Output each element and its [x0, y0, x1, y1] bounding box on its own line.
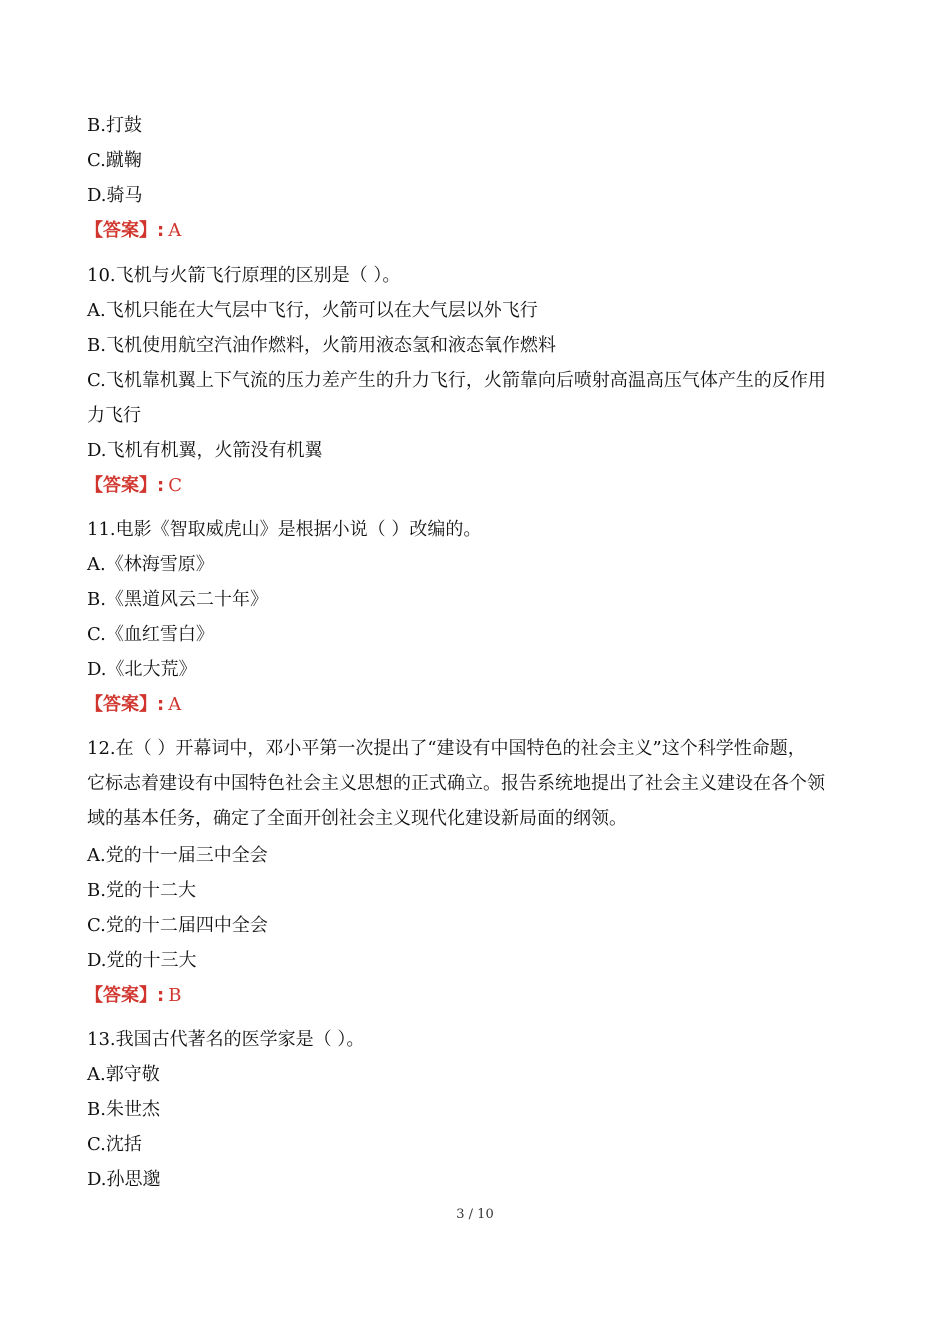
page-number: 3 / 10	[456, 1207, 494, 1222]
text-line: 12.在（ ）开幕词中，邓小平第一次提出了“建设有中国特色的社会主义”这个科学性命题，	[87, 738, 806, 759]
text-line: A.飞机只能在大气层中飞行，火箭可以在大气层以外飞行	[87, 300, 538, 321]
text-line: 它标志着建设有中国特色社会主义思想的正式确立。报告系统地提出了社会主义建设在各个领	[87, 773, 825, 794]
text-line: A.郭守敬	[87, 1064, 160, 1085]
answer-label: 【答案】:	[85, 694, 165, 715]
answer-line	[85, 475, 182, 497]
text-line: A.《林海雪原》	[87, 554, 214, 575]
answer-value: C	[168, 475, 182, 496]
text-line: C.飞机靠机翼上下气流的压力差产生的升力飞行，火箭靠向后喷射高温高压气体产生的反作用	[87, 370, 826, 391]
text-line: 13.我国古代著名的医学家是（ ）。	[87, 1029, 365, 1050]
text-line: D.飞机有机翼，火箭没有机翼	[87, 440, 323, 461]
text-line: B.《黑道风云二十年》	[87, 589, 268, 610]
text-line: 11.电影《智取威虎山》是根据小说（ ）改编的。	[87, 519, 482, 540]
answer-value: A	[168, 220, 182, 241]
text-line: 力飞行	[87, 405, 141, 426]
text-line: D.骑马	[87, 185, 143, 206]
text-line: 10.飞机与火箭飞行原理的区别是（ ）。	[87, 265, 401, 286]
text-line: C.蹴鞠	[87, 150, 142, 171]
answer-line	[85, 985, 181, 1007]
answer-line	[85, 220, 181, 242]
text-line: B.党的十二大	[87, 880, 196, 901]
text-line: C.沈括	[87, 1134, 142, 1155]
text-line: C.《血红雪白》	[87, 624, 214, 645]
text-line: D.《北大荒》	[87, 659, 197, 680]
answer-label: 【答案】:	[85, 985, 165, 1006]
text-line: B.飞机使用航空汽油作燃料，火箭用液态氢和液态氧作燃料	[87, 335, 556, 356]
text-line: D.孙思邈	[87, 1169, 161, 1190]
answer-label: 【答案】:	[85, 220, 165, 241]
text-line: C.党的十二届四中全会	[87, 915, 268, 936]
text-line: D.党的十三大	[87, 950, 197, 971]
answer-value: A	[168, 694, 182, 715]
text-line: B.打鼓	[87, 115, 142, 136]
text-line: B.朱世杰	[87, 1099, 160, 1120]
answer-value: B	[168, 985, 182, 1006]
answer-line	[85, 694, 181, 716]
text-line: A.党的十一届三中全会	[87, 845, 268, 866]
answer-label: 【答案】:	[85, 475, 165, 496]
text-line: 域的基本任务，确定了全面开创社会主义现代化建设新局面的纲领。	[87, 808, 627, 829]
